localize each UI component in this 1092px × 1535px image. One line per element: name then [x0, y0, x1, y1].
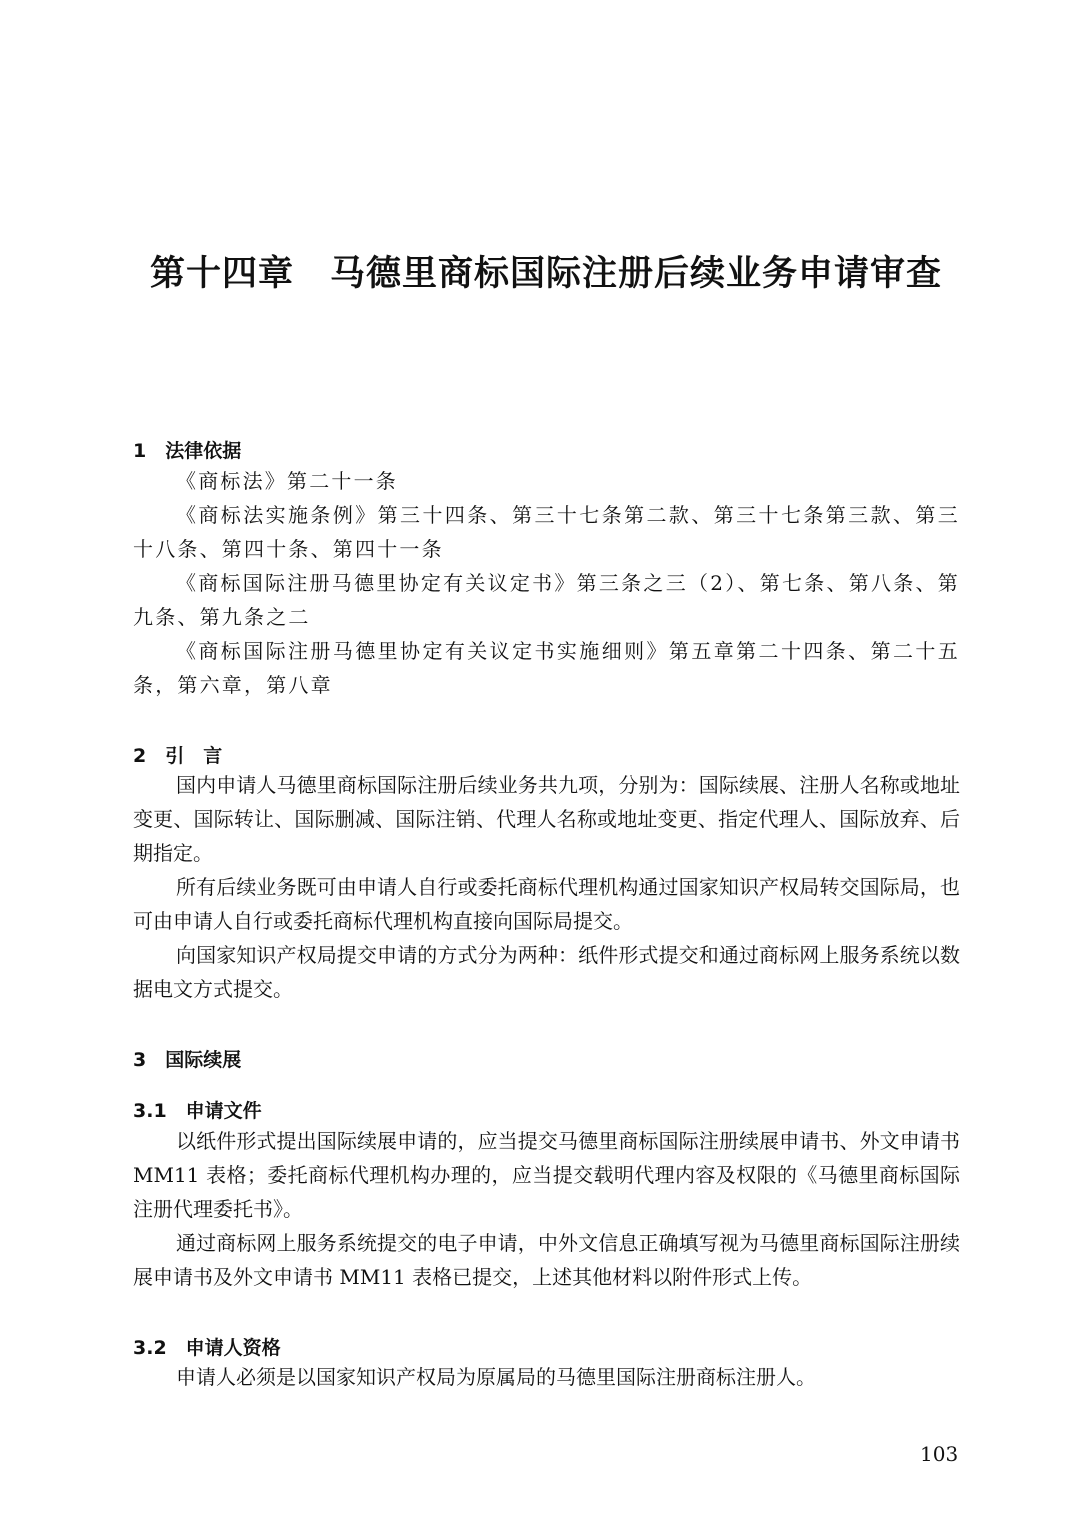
- section-heading-3-2: 3.2 申请人资格: [133, 1337, 281, 1359]
- section-heading-3-1: 3.1 申请文件: [133, 1100, 262, 1122]
- paragraph: 向国家知识产权局提交申请的方式分为两种：纸件形式提交和通过商标网上服务系统以数据电文方式提交。: [133, 943, 960, 1001]
- legal-basis-item: 《商标法》第二十一条: [176, 469, 398, 493]
- legal-basis-item: 《商标国际注册马德里协定有关议定书实施细则》第五章第二十四条、第二十五条，第六章，第八章: [133, 639, 960, 697]
- chapter-title: 第十四章 马德里商标国际注册后续业务申请审查: [149, 253, 942, 294]
- section-heading-3: 3 国际续展: [133, 1049, 242, 1071]
- paragraph: 所有后续业务既可由申请人自行或委托商标代理机构通过国家知识产权局转交国际局，也可由申请人自行或委托商标代理机构直接向国际局提交。: [133, 875, 960, 933]
- section-heading-2: 2 引 言: [133, 745, 223, 767]
- legal-basis-item: 《商标国际注册马德里协定有关议定书》第三条之三（2）、第七条、第八条、第九条、第九条之二: [133, 571, 960, 629]
- page-number: 103: [920, 1442, 959, 1466]
- paragraph: 国内申请人马德里商标国际注册后续业务共九项，分别为：国际续展、注册人名称或地址变更、国际转让、国际删减、国际注销、代理人名称或地址变更、指定代理人、国际放弃、后期指定。: [133, 773, 960, 865]
- paragraph: 通过商标网上服务系统提交的电子申请，中外文信息正确填写视为马德里商标国际注册续展申请书及外文申请书 MM11 表格已提交，上述其他材料以附件形式上传。: [133, 1231, 960, 1289]
- paragraph: 申请人必须是以国家知识产权局为原属局的马德里国际注册商标注册人。: [176, 1365, 816, 1389]
- section-heading-1: 1 法律依据: [133, 440, 242, 462]
- legal-basis-item: 《商标法实施条例》第三十四条、第三十七条第二款、第三十七条第三款、第三十八条、第四十条、第四十一条: [133, 503, 960, 561]
- paragraph: 以纸件形式提出国际续展申请的，应当提交马德里商标国际注册续展申请书、外文申请书 MM11 表格；委托商标代理机构办理的，应当提交载明代理内容及权限的《马德里商标国际注册代理委托书》。: [133, 1129, 960, 1221]
